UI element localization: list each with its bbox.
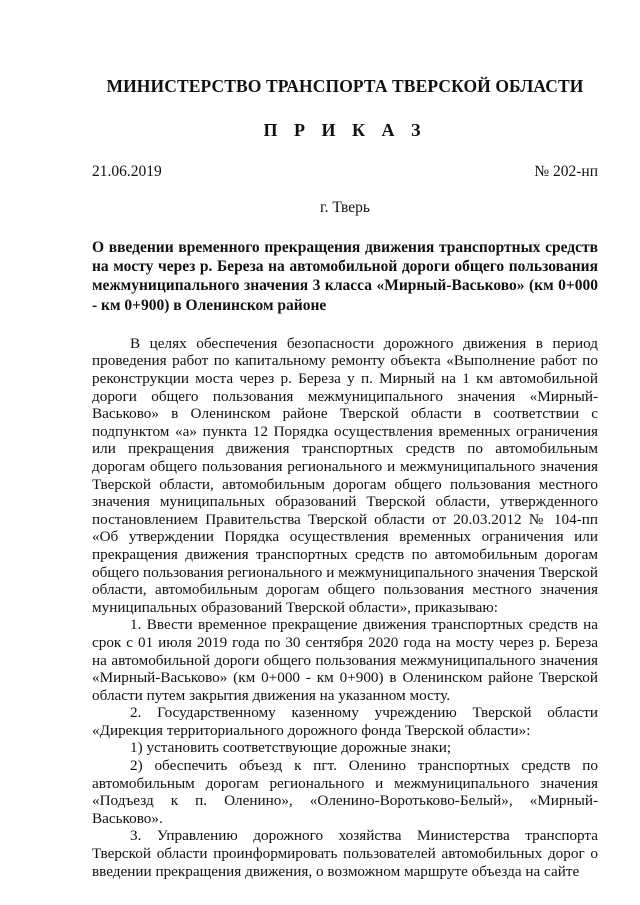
paragraph-item-3: 3. Управлению дорожного хозяйства Министерства транспорта Тверской области проинформировать пользователей автомобильных дорог о введении прекращения движения, о возможном маршруте объезда на сайте (92, 827, 598, 880)
paragraph-item-2: 2. Государственному казенному учреждению Тверской области «Дирекция территориального дорожного фонда Тверской области»: (92, 704, 598, 739)
ministry-title: МИНИСТЕРСТВО ТРАНСПОРТА ТВЕРСКОЙ ОБЛАСТИ (106, 76, 584, 96)
document-number: № 202-нп (534, 163, 598, 180)
document-type-title: П Р И К А З (263, 120, 427, 140)
paragraph-item-2-1: 1) установить соответствующие дорожные знаки; (130, 739, 452, 757)
paragraph-item-1: 1. Ввести временное прекращение движения транспортных средств на срок с 01 июля 2019 года по 30 сентября 2020 года на мосту через р. Береза на автомобильной дороги общего пользования межмуниципального значения «Мирный-Васьково» (км 0+000 - км 0+900) в Оленинском районе Тверской области путем закрытия движения на указанном мосту. (92, 616, 598, 704)
document-subject: О введении временного прекращения движения транспортных средств на мосту через р. Береза на автомобильной дороги общего пользования межмуниципального значения 3 класса «Мирный-Васьково» (км 0+000 - км 0+900) в Оленинском районе (92, 239, 598, 314)
document-body (92, 335, 598, 880)
document-date: 21.06.2019 (92, 163, 162, 180)
paragraph-preamble: В целях обеспечения безопасности дорожного движения в период проведения работ по капитальному ремонту объекта «Выполнение работ по реконструкции моста через р. Береза у п. Мирный на 1 км автомобильной дороги общего пользования межмуниципального значения «Мирный-Васьково» в Оленинском районе Тверской области в соответствии с подпунктом «а» пункта 12 Порядка осуществления временных ограничения или прекращения движения транспортных средств по автомобильным дорогам общего пользования регионального и межмуниципального значения Тверской области, автомобильным дорогам общего пользования местного значения муниципальных образований Тверской области, утвержденного постановлением Правительства Тверской области от 20.03.2012 № 104-пп «Об утверждении Порядка осуществления временных ограничения или прекращения движения транспортных средств по автомобильным дорогам общего пользования регионального и межмуниципального значения Тверской области, автомобильным дорогам общего пользования местного значения муниципальных образований Тверской области», приказываю: (92, 334, 598, 616)
document-city: г. Тверь (320, 199, 370, 216)
document-meta-row (92, 162, 598, 182)
paragraph-item-2-2: 2) обеспечить объезд к пгт. Оленино транспортных средств по автомобильным дорогам регионального и межмуниципального значения «Подъезд к п. Оленино», «Оленино-Воротьково-Белый», «Мирный-Васьково». (92, 757, 598, 827)
